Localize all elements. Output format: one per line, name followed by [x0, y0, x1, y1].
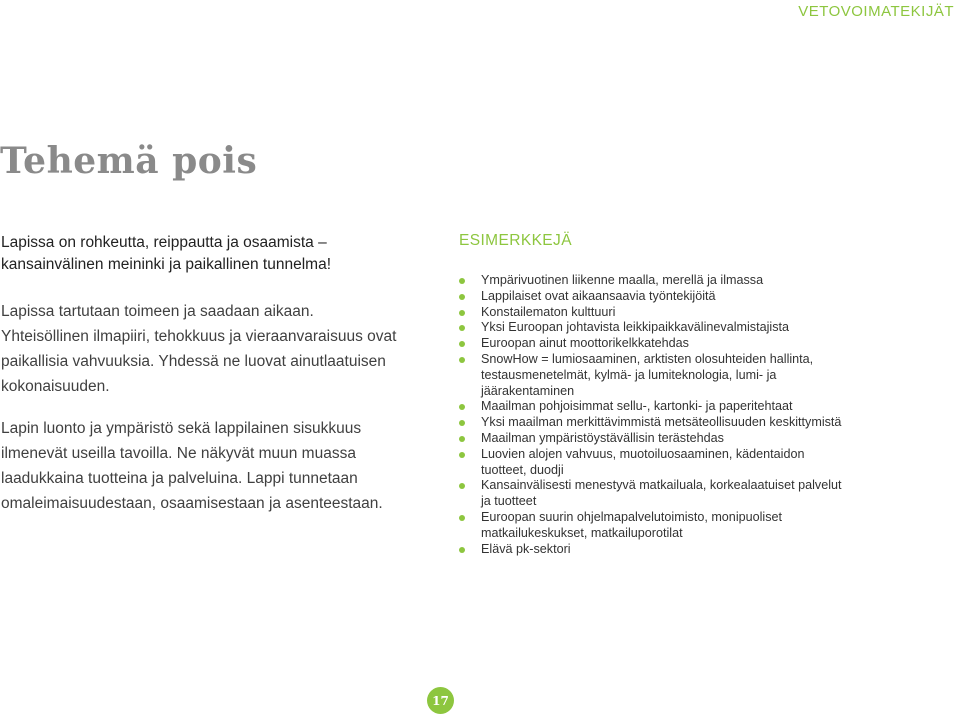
- list-item: [459, 447, 899, 479]
- list-item-text: Kansainvälisesti menestyvä matkailuala, korkealaatuiset palvelut: [481, 478, 842, 493]
- list-item: [459, 542, 899, 558]
- body-line: kokonaisuuden.: [1, 378, 110, 395]
- lead-line: kansainvälinen meininki ja paikallinen tunnelma!: [1, 256, 332, 273]
- list-item-text: tuotteet, duodji: [481, 462, 564, 477]
- list-item-text: ja tuotteet: [481, 494, 537, 509]
- body-line: laadukkaina tuotteina ja palveluina. Lappi tunnetaan: [1, 470, 358, 487]
- bullet-icon: [459, 452, 465, 458]
- list-item-text: Ympärivuotinen liikenne maalla, merellä ja ilmassa: [481, 273, 764, 287]
- body-line: ilmenevät useilla tavoilla. Ne näkyvät muun muassa: [1, 445, 356, 462]
- body-line: Lapin luonto ja ympäristö sekä lappilainen sisukkuus: [1, 420, 362, 437]
- bullet-icon: [459, 483, 465, 489]
- body-line: Lapissa tartutaan toimeen ja saadaan aikaan.: [1, 303, 314, 320]
- page-number-badge: 17: [427, 687, 454, 714]
- list-item-text: matkailukeskukset, matkailuporotilat: [481, 525, 683, 540]
- list-item-text: Maailman pohjoisimmat sellu-, kartonki- ja paperitehtaat: [481, 399, 793, 414]
- bullet-icon: [459, 310, 465, 316]
- page-title: Tehemä pois: [0, 140, 258, 182]
- bullet-icon: [459, 436, 465, 442]
- body-line: omaleimaisuudestaan, osaamisestaan ja asenteestaan.: [1, 495, 383, 512]
- list-item: [459, 336, 899, 352]
- list-item-text: Yksi maailman merkittävimmistä metsäteollisuuden keskittymistä: [481, 415, 842, 430]
- list-item: [459, 273, 899, 289]
- list-item: [459, 320, 899, 336]
- bullet-icon: [459, 404, 465, 410]
- list-item-text: Yksi Euroopan johtavista leikkipaikkavälinevalmistajista: [481, 320, 789, 335]
- examples-list: [459, 273, 899, 557]
- list-item: [459, 510, 899, 542]
- list-item-text: testausmenetelmät, kylmä- ja lumiteknologia, lumi- ja: [481, 367, 777, 382]
- list-item: [459, 478, 899, 510]
- list-item-text: Elävä pk-sektori: [481, 541, 571, 556]
- bullet-icon: [459, 420, 465, 426]
- lead-paragraph: [1, 232, 401, 276]
- bullet-icon: [459, 515, 465, 521]
- bullet-icon: [459, 341, 465, 347]
- list-item: [459, 305, 899, 321]
- list-item: [459, 289, 899, 305]
- examples-heading: ESIMERKKEJÄ: [459, 232, 572, 249]
- list-item: [459, 352, 899, 399]
- list-item: [459, 399, 899, 415]
- bullet-icon: [459, 278, 465, 284]
- list-item-text: Maailman ympäristöystävällisin terästehdas: [481, 430, 724, 445]
- list-item-text: Euroopan suurin ohjelmapalvelutoimisto, monipuoliset: [481, 509, 783, 524]
- bullet-icon: [459, 325, 465, 331]
- body-paragraph-2: [1, 416, 401, 516]
- list-item-text: Euroopan ainut moottorikelkkatehdas: [481, 336, 689, 351]
- bullet-icon: [459, 547, 465, 553]
- list-item-text: Luovien alojen vahvuus, muotoiluosaaminen, kädentaidon: [481, 446, 805, 461]
- section-label: VETOVOIMATEKIJÄT: [798, 3, 954, 20]
- list-item-text: jäärakentaminen: [481, 383, 575, 398]
- list-item-text: Lappilaiset ovat aikaansaavia työntekijöitä: [481, 288, 716, 303]
- list-item-text: SnowHow = lumiosaaminen, arktisten olosuhteiden hallinta,: [481, 351, 814, 366]
- list-item: [459, 415, 899, 431]
- body-line: paikallisia vahvuuksia. Yhdessä ne luovat ainutlaatuisen: [1, 353, 386, 370]
- bullet-icon: [459, 294, 465, 300]
- bullet-icon: [459, 357, 465, 363]
- list-item-text: Konstailematon kulttuuri: [481, 304, 616, 319]
- lead-line: Lapissa on rohkeutta, reippautta ja osaamista –: [1, 234, 327, 251]
- body-line: Yhteisöllinen ilmapiiri, tehokkuus ja vieraanvaraisuus ovat: [1, 328, 397, 345]
- body-paragraph-1: [1, 299, 401, 399]
- list-item: [459, 431, 899, 447]
